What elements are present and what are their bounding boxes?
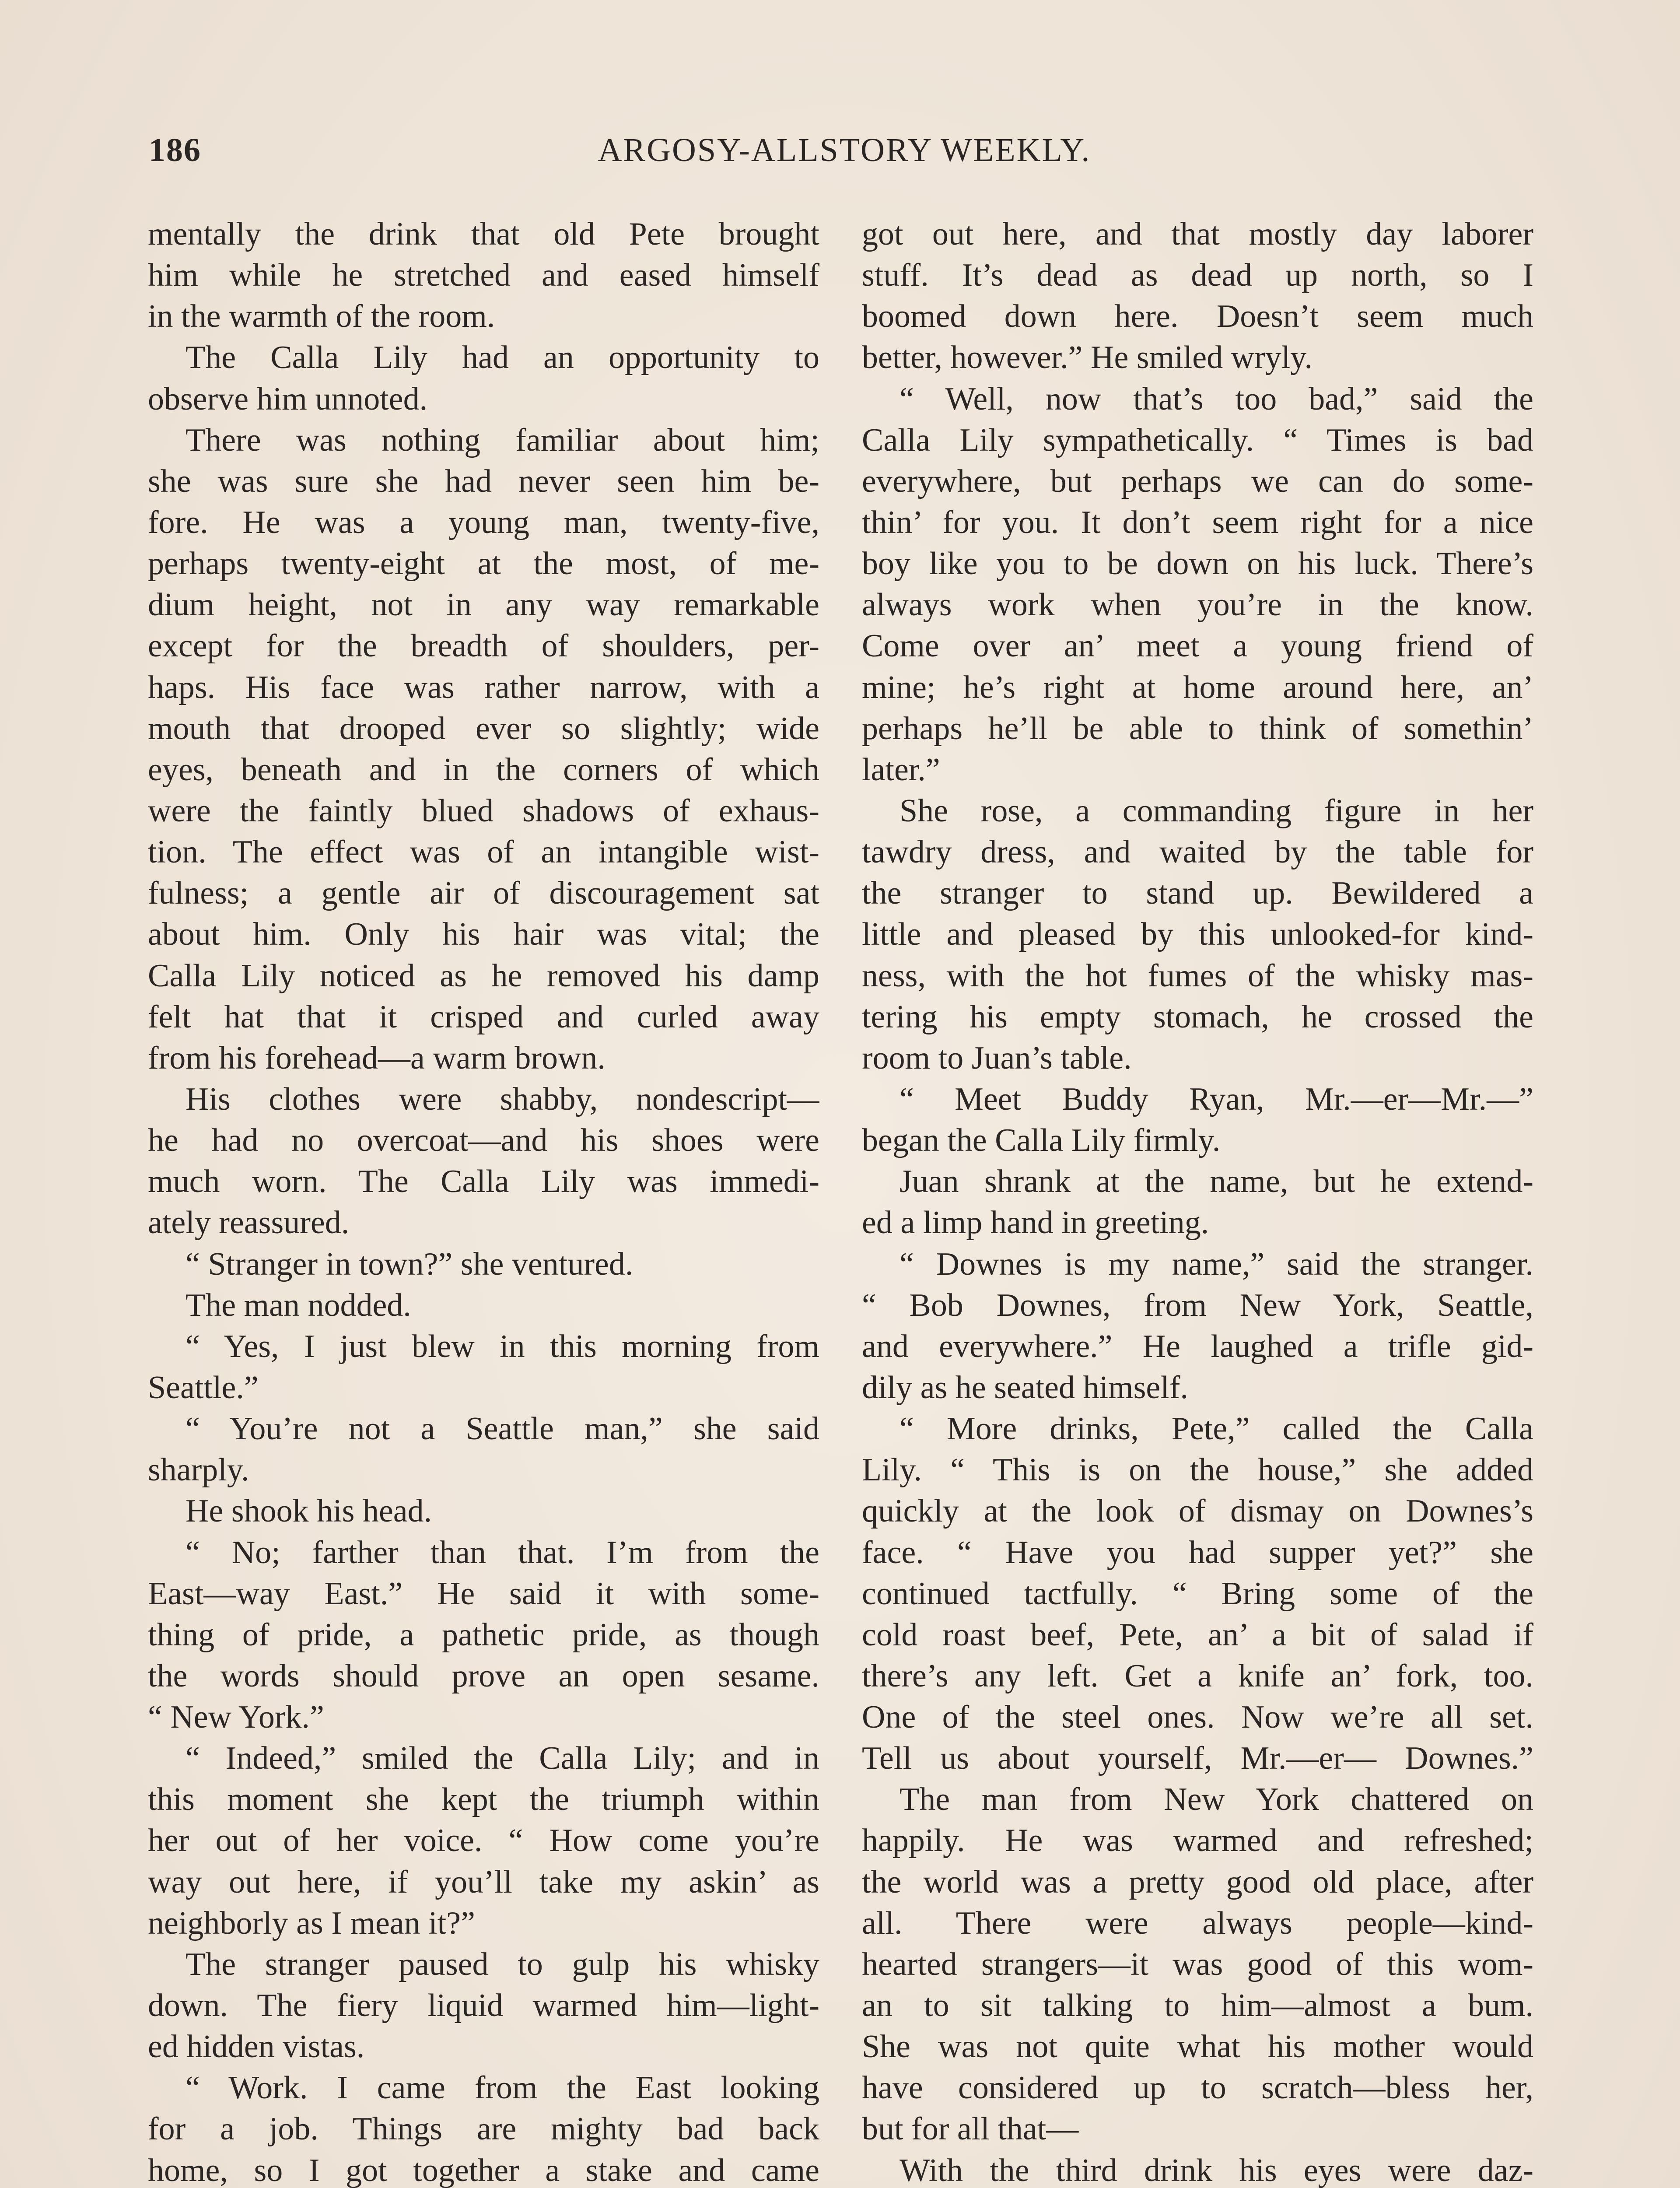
text-column-right [862, 214, 1533, 2188]
text-line: dium height, not in any way remarkable [148, 587, 819, 623]
text-line: “ Meet Buddy Ryan, Mr.—er—Mr.—” [900, 1081, 1533, 1117]
text-line: there’s any left. Get a knife an’ fork, too. [862, 1658, 1533, 1694]
text-line: except for the breadth of shoulders, per- [148, 628, 819, 664]
text-line: the words should prove an open sesame. [148, 1658, 819, 1694]
text-line: have considered up to scratch—bless her, [862, 2070, 1533, 2106]
text-line: dily as he seated himself. [862, 1369, 1188, 1406]
text-line: neighborly as I mean it?” [148, 1905, 475, 1941]
text-line: face. “ Have you had supper yet?” she [862, 1534, 1533, 1571]
text-line: felt hat that it crisped and curled away [148, 999, 819, 1035]
text-line: mentally the drink that old Pete brought [148, 216, 819, 252]
text-line: always work when you’re in the know. [862, 587, 1533, 623]
text-line: better, however.” He smiled wryly. [862, 340, 1312, 376]
text-line: haps. His face was rather narrow, with a [148, 669, 819, 705]
text-line: “ New York.” [148, 1699, 324, 1736]
text-line: The man nodded. [186, 1287, 411, 1323]
text-line: He shook his head. [186, 1493, 432, 1529]
text-line: perhaps twenty-eight at the most, of me- [148, 546, 819, 582]
text-line: sharply. [148, 1452, 249, 1488]
text-line: were the faintly blued shadows of exhaus- [148, 792, 819, 829]
text-line: boy like you to be down on his luck. There’s [862, 546, 1533, 582]
text-line: way out here, if you’ll take my askin’ as [148, 1864, 819, 1900]
text-line: She was not quite what his mother would [862, 2029, 1533, 2065]
text-line: The Calla Lily had an opportunity to [186, 340, 819, 376]
text-line: “ You’re not a Seattle man,” she said [186, 1411, 819, 1447]
text-line: Calla Lily noticed as he removed his damp [148, 957, 819, 994]
text-line: quickly at the look of dismay on Downes’s [862, 1493, 1533, 1529]
text-line: home, so I got together a stake and came [148, 2152, 819, 2188]
text-line: ed a limp hand in greeting. [862, 1205, 1209, 1241]
text-line: Calla Lily sympathetically. “ Times is bad [862, 422, 1533, 458]
text-line: stuff. It’s dead as dead up north, so I [862, 257, 1533, 294]
text-line: mouth that drooped ever so slightly; wide [148, 710, 819, 747]
text-line: Lily. “ This is on the house,” she added [862, 1452, 1533, 1488]
text-line: thin’ for you. It don’t seem right for a nice [862, 504, 1533, 540]
text-line: down. The fiery liquid warmed him—light- [148, 1988, 819, 2024]
text-line: later.” [862, 751, 940, 788]
text-line: and everywhere.” He laughed a trifle gid- [862, 1328, 1533, 1364]
text-line: eyes, beneath and in the corners of which [148, 751, 819, 788]
text-line: tion. The effect was of an intangible wist- [148, 834, 819, 870]
page-number: 186 [149, 132, 201, 168]
text-line: tawdry dress, and waited by the table for [862, 834, 1533, 870]
text-line: this moment she kept the triumph within [148, 1781, 819, 1818]
text-line: With the third drink his eyes were daz- [900, 2152, 1533, 2188]
text-line: The man from New York chattered on [900, 1781, 1533, 1818]
text-line: little and pleased by this unlooked-for kind- [862, 916, 1533, 953]
page-header [149, 131, 1540, 179]
text-line: “ Indeed,” smiled the Calla Lily; and in [186, 1740, 819, 1777]
text-line: much worn. The Calla Lily was immedi- [148, 1164, 819, 1200]
text-line: he had no overcoat—and his shoes were [148, 1122, 819, 1159]
text-line: boomed down here. Doesn’t seem much [862, 298, 1533, 335]
text-line: everywhere, but perhaps we can do some- [862, 463, 1533, 499]
text-line: Seattle.” [148, 1369, 259, 1406]
text-line: “ Well, now that’s too bad,” said the [900, 381, 1533, 417]
text-line: all. There were always people—kind- [862, 1905, 1533, 1941]
text-line: the world was a pretty good old place, after [862, 1864, 1533, 1900]
text-line: The stranger paused to gulp his whisky [186, 1946, 819, 1982]
text-line: room to Juan’s table. [862, 1040, 1132, 1076]
text-line: cold roast beef, Pete, an’ a bit of salad if [862, 1616, 1533, 1653]
text-line: “ Work. I came from the East looking [186, 2070, 819, 2106]
text-line: ness, with the hot fumes of the whisky mas- [862, 957, 1533, 994]
text-line: One of the steel ones. Now we’re all set. [862, 1699, 1533, 1736]
text-line: “ More drinks, Pete,” called the Calla [900, 1411, 1533, 1447]
text-line: East—way East.” He said it with some- [148, 1575, 819, 1612]
text-line: from his forehead—a warm brown. [148, 1040, 606, 1076]
text-line: His clothes were shabby, nondescript— [186, 1081, 819, 1117]
text-line: mine; he’s right at home around here, an’ [862, 669, 1533, 705]
text-line: There was nothing familiar about him; [186, 422, 819, 458]
text-line: observe him unnoted. [148, 381, 428, 417]
text-line: fore. He was a young man, twenty-five, [148, 504, 819, 540]
text-line: fulness; a gentle air of discouragement sat [148, 875, 819, 912]
text-line: an to sit talking to him—almost a bum. [862, 1988, 1533, 2024]
text-line: “ No; farther than that. I’m from the [186, 1534, 819, 1571]
text-line: She rose, a commanding figure in her [900, 792, 1533, 829]
text-line: she was sure she had never seen him be- [148, 463, 819, 499]
text-line: for a job. Things are mighty bad back [148, 2111, 819, 2147]
text-line: “ Downes is my name,” said the stranger. [900, 1246, 1533, 1282]
text-line: Tell us about yourself, Mr.—er— Downes.” [862, 1740, 1533, 1777]
text-line: him while he stretched and eased himself [148, 257, 819, 294]
text-line: “ Stranger in town?” she ventured. [186, 1246, 634, 1282]
text-line: but for all that— [862, 2111, 1079, 2147]
text-line: hearted strangers—it was good of this wom- [862, 1946, 1533, 1982]
text-line: in the warmth of the room. [148, 298, 495, 335]
text-line: ately reassured. [148, 1205, 350, 1241]
text-line: ed hidden vistas. [148, 2029, 365, 2065]
text-line: Come over an’ meet a young friend of [862, 628, 1533, 664]
text-line: the stranger to stand up. Bewildered a [862, 875, 1533, 912]
text-line: began the Calla Lily firmly. [862, 1122, 1221, 1159]
text-column-left [148, 214, 819, 2188]
text-line: happily. He was warmed and refreshed; [862, 1823, 1533, 1859]
text-line: her out of her voice. “ How come you’re [148, 1823, 819, 1859]
text-line: tering his empty stomach, he crossed the [862, 999, 1533, 1035]
running-head: ARGOSY-ALLSTORY WEEKLY. [598, 132, 1091, 168]
text-line: continued tactfully. “ Bring some of the [862, 1575, 1533, 1612]
text-line: about him. Only his hair was vital; the [148, 916, 819, 953]
text-line: got out here, and that mostly day laborer [862, 216, 1533, 252]
text-line: Juan shrank at the name, but he extend- [900, 1164, 1533, 1200]
text-line: “ Yes, I just blew in this morning from [186, 1328, 819, 1364]
text-line: perhaps he’ll be able to think of somethin’ [862, 710, 1533, 747]
text-line: thing of pride, a pathetic pride, as though [148, 1616, 819, 1653]
text-line: “ Bob Downes, from New York, Seattle, [862, 1287, 1533, 1323]
